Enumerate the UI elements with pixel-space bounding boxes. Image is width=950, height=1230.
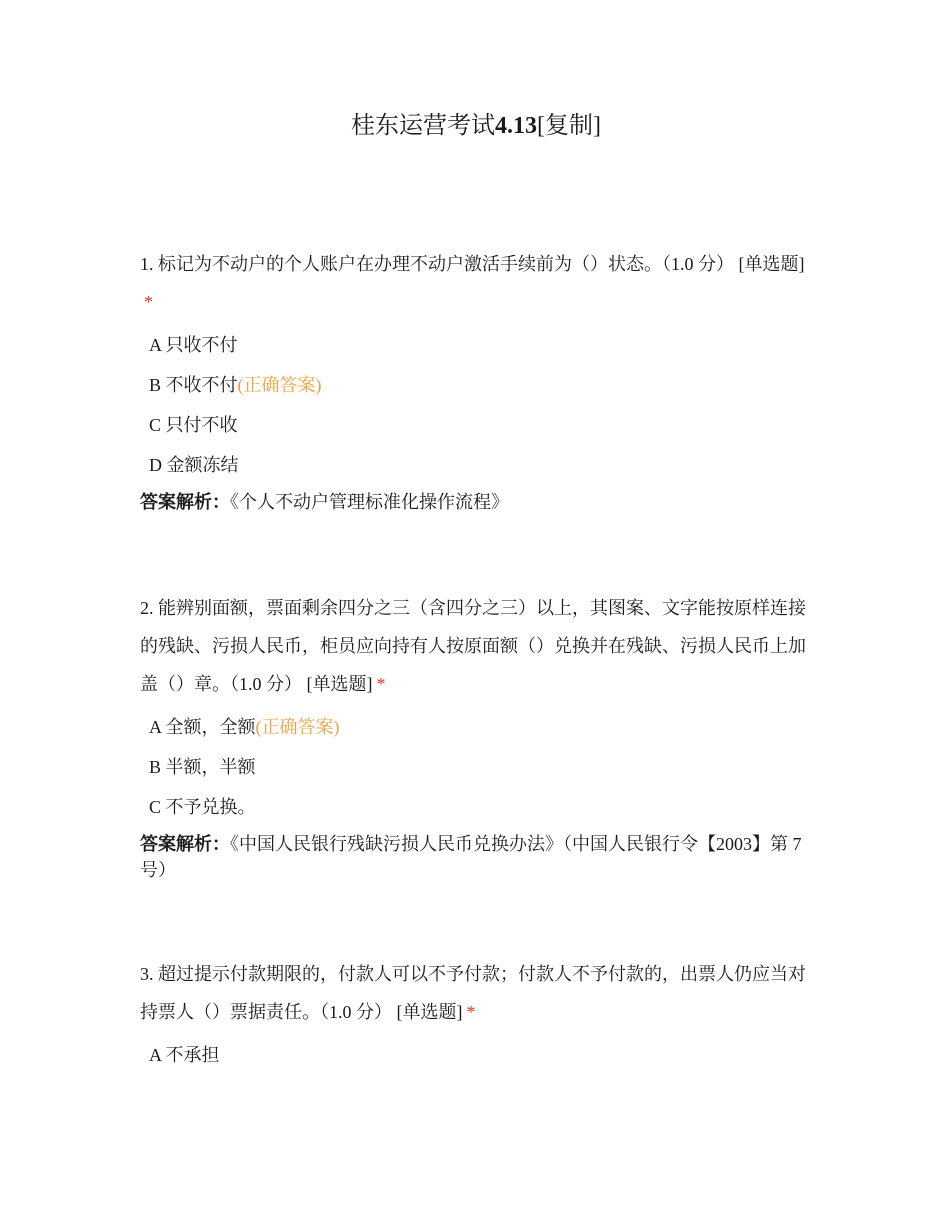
question-stem: [140, 955, 812, 1031]
required-marker: *: [376, 674, 386, 694]
analysis-text: 《中国人民银行残缺污损人民币兑换办法》（中国人民银行令【2003】第 7 号）: [140, 834, 802, 880]
option-text: B 半额，半额: [149, 757, 256, 777]
correct-answer-tag: (正确答案): [237, 375, 322, 395]
title-main: 桂东运营考试: [351, 113, 495, 139]
analysis-text: 《个人不动户管理标准化操作流程》: [230, 492, 509, 512]
analysis-label: 答案解析：: [140, 834, 230, 854]
question-stem: [140, 245, 812, 321]
correct-answer-tag: (正确答案): [255, 717, 340, 737]
option-b[interactable]: [140, 365, 812, 405]
option-text: A 不承担: [149, 1045, 220, 1065]
analysis-label: 答案解析：: [140, 492, 230, 512]
option-c[interactable]: [140, 405, 812, 445]
question-1: [140, 245, 812, 515]
required-marker: *: [144, 292, 153, 312]
option-list: [140, 1035, 812, 1075]
title-bold: 4.13: [495, 113, 537, 139]
option-b[interactable]: [140, 747, 812, 787]
title-suffix: [复制]: [537, 113, 601, 139]
question-text: 2. 能辨别面额，票面剩余四分之三（含四分之三）以上，其图案、文字能按原样连接的残缺、污损人民币，柜员应向持有人按原面额（）兑换并在残缺、污损人民币上加盖（）章。（1.0 分） [单选题]: [140, 598, 806, 694]
option-text: D 金额冻结: [149, 455, 239, 475]
option-text: B 不收不付: [149, 375, 238, 395]
required-marker: *: [466, 1002, 476, 1022]
option-text: C 只付不收: [149, 415, 238, 435]
option-d[interactable]: [140, 445, 812, 485]
question-stem: [140, 589, 812, 703]
question-text: 1. 标记为不动户的个人账户在办理不动户激活手续前为（）状态。（1.0 分） [单选题]: [140, 254, 805, 274]
option-a[interactable]: [140, 325, 812, 365]
option-list: [140, 707, 812, 827]
answer-analysis: [140, 489, 812, 515]
question-text: 3. 超过提示付款期限的，付款人可以不予付款；付款人不予付款的，出票人仍应当对持票人（）票据责任。（1.0 分） [单选题]: [140, 964, 806, 1022]
answer-analysis: [140, 831, 812, 883]
option-list: [140, 325, 812, 485]
option-text: A 只收不付: [149, 335, 238, 355]
document-title: [140, 110, 812, 142]
option-a[interactable]: [140, 1035, 812, 1075]
question-2: [140, 589, 812, 883]
option-text: A 全额，全额: [149, 717, 256, 737]
option-a[interactable]: [140, 707, 812, 747]
question-3: [140, 955, 812, 1075]
option-c[interactable]: [140, 787, 812, 827]
option-text: C 不予兑换。: [149, 797, 256, 817]
